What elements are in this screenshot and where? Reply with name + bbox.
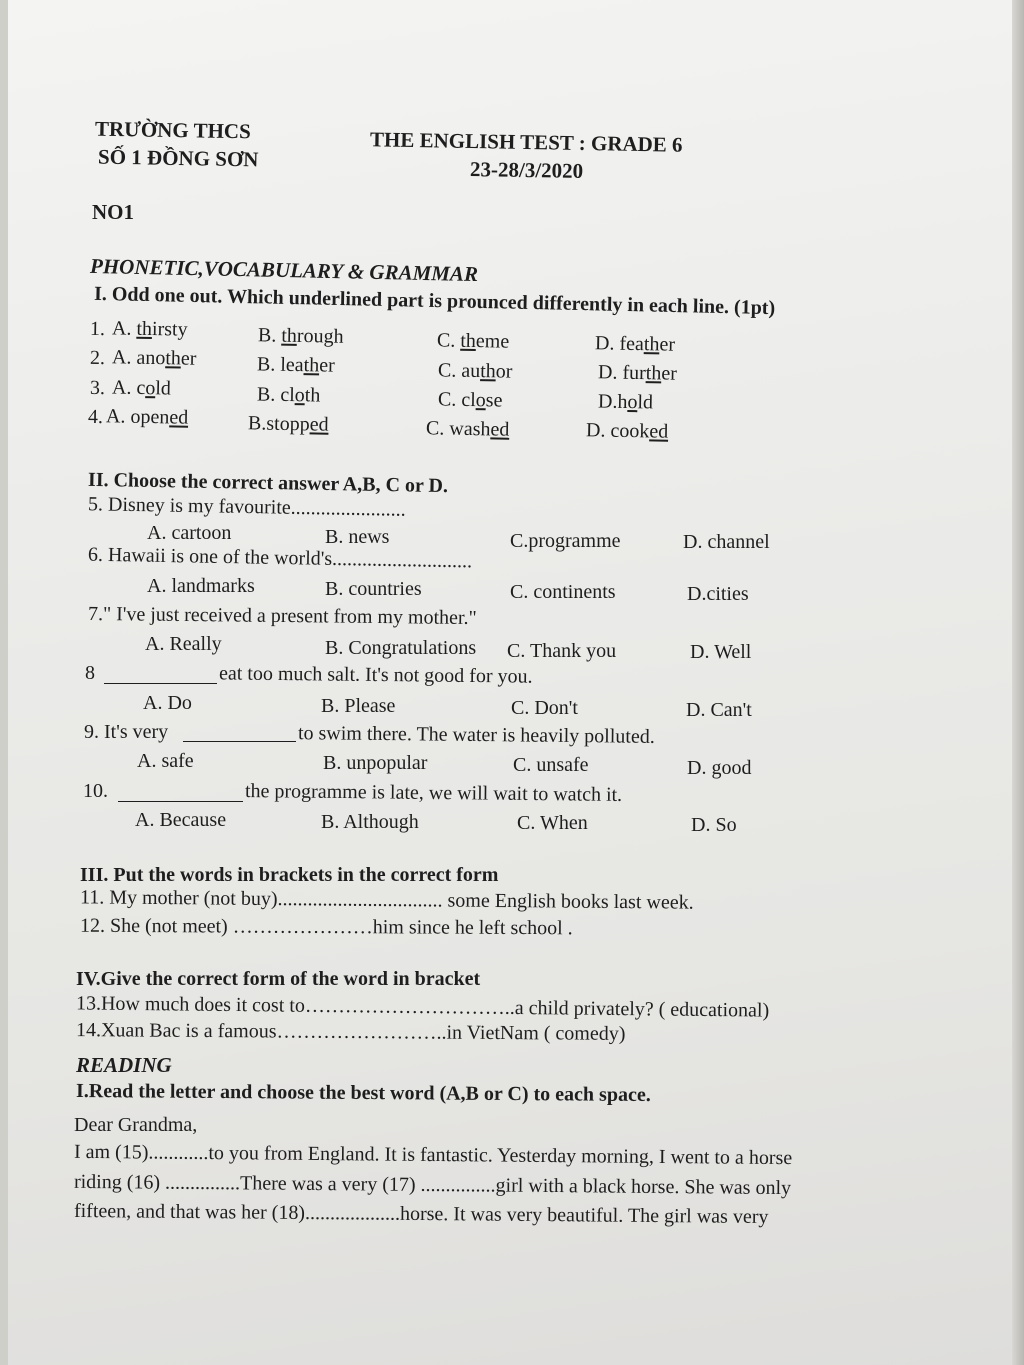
option-c: C. close [437,388,503,412]
q8-option-a: A. Do [143,692,192,714]
q5-option-b: B. news [325,526,390,548]
q5-stem: 5. Disney is my favourite....................... [87,493,406,521]
section-heading-reading: READING [76,1053,172,1077]
option-a: A. another [111,346,197,370]
test-date: 23-28/3/2020 [469,157,584,183]
q9-option-c: C. unsafe [513,754,589,776]
option-d: D.hold [597,390,654,414]
q10-option-a: A. Because [135,809,227,831]
q7-option-c: C. Thank you [507,640,617,662]
q14: 14.Xuan Bac is a famous……………………..in VietNam ( comedy) [75,1019,626,1045]
section-heading-phonetic: PHONETIC,VOCABULARY & GRAMMAR [89,253,479,287]
q8-option-d: D. Can't [686,699,752,721]
q9-option-d: D. good [687,757,752,779]
q10-blank [118,801,243,802]
q8-option-b: B. Please [321,695,396,717]
letter-line-3: fifteen, and that was her (18)...................horse. It was very beautiful. The girl was very [73,1199,769,1229]
letter-line-2: riding (16) ...............There was a very (17) ...............girl with a black horse. She was only [73,1170,792,1200]
part3-title: III. Put the words in brackets in the correct form [80,864,499,886]
question-number: 3. [89,376,106,400]
q7-option-d: D. Well [690,641,752,663]
option-a: A. thirsty [111,317,188,341]
question-number: 1. [89,317,106,341]
option-a: A. opened [105,405,189,429]
q6-option-c: C. continents [510,581,616,603]
q10-number: 10. [83,780,108,802]
q9-stem-end: to swim there. The water is heavily polluted. [297,722,655,748]
q10-stem: the programme is late, we will wait to watch it. [244,780,623,806]
q12: 12. She (not meet) …………………him since he left school . [79,914,573,940]
q10-option-c: C. When [517,812,588,834]
paper-edge [1012,0,1024,1365]
letter-greeting: Dear Grandma, [74,1114,198,1136]
option-b: B. through [257,324,344,348]
option-b: B.stopped [247,412,329,436]
reading-part1-title: I.Read the letter and choose the best word (A,B or C) to each space. [75,1079,651,1107]
test-code: NO1 [92,200,134,224]
option-b: B. cloth [256,383,321,407]
letter-line-1: I am (15)............to you from England. It is fantastic. Yesterday morning, I went to a horse [73,1140,793,1170]
q8-option-c: C. Don't [511,697,578,719]
q9-option-b: B. unpopular [323,752,428,774]
q9-option-a: A. safe [137,750,194,772]
part1-title: I. Odd one out. Which underlined part is prounced differently in each line. (1pt) [93,282,776,320]
q11: 11. My mother (not buy)................................. some English books last week. [79,886,694,914]
q9-stem-start: 9. It's very [84,721,169,743]
q8-stem: eat too much salt. It's not good for you. [218,662,533,688]
part4-title: IV.Give the correct form of the word in bracket [76,968,481,990]
school-name-line2: SỐ 1 ĐỒNG SƠN [97,144,259,172]
option-d: D. feather [594,332,676,356]
q8-number: 8 [85,662,95,684]
option-d: D. cooked [585,419,669,443]
option-c: C. theme [436,329,510,353]
q13: 13.How much does it cost to…………………………..a child privately? ( educational) [75,992,770,1022]
test-title: THE ENGLISH TEST : GRADE 6 [369,127,683,157]
q6-option-a: A. landmarks [147,575,255,597]
q8-blank [104,683,217,684]
option-b: B. leather [256,353,335,377]
option-c: C. author [437,359,513,383]
option-c: C. washed [425,417,510,441]
q10-option-d: D. So [691,814,737,836]
q5-option-d: D. channel [683,531,770,553]
q9-blank [183,741,296,742]
school-name-line1: TRƯỜNG THCS [94,116,251,144]
q7-option-a: A. Really [145,633,222,655]
q7-option-b: B. Congratulations [325,637,477,659]
q5-option-c: C.programme [510,530,621,552]
q5-option-a: A. cartoon [147,522,232,544]
q6-option-b: B. countries [325,578,422,600]
q6-option-d: D.cities [687,583,749,605]
question-number: 2. [89,346,106,370]
option-a: A. cold [111,376,172,400]
question-number: 4. [87,405,104,429]
q10-option-b: B. Although [321,811,419,833]
option-d: D. further [597,361,678,385]
part2-title: II. Choose the correct answer A,B, C or D. [87,468,449,498]
q6-stem: 6. Hawaii is one of the world's............................ [87,543,473,573]
q7-stem: 7." I've just received a present from my mother." [87,602,477,630]
